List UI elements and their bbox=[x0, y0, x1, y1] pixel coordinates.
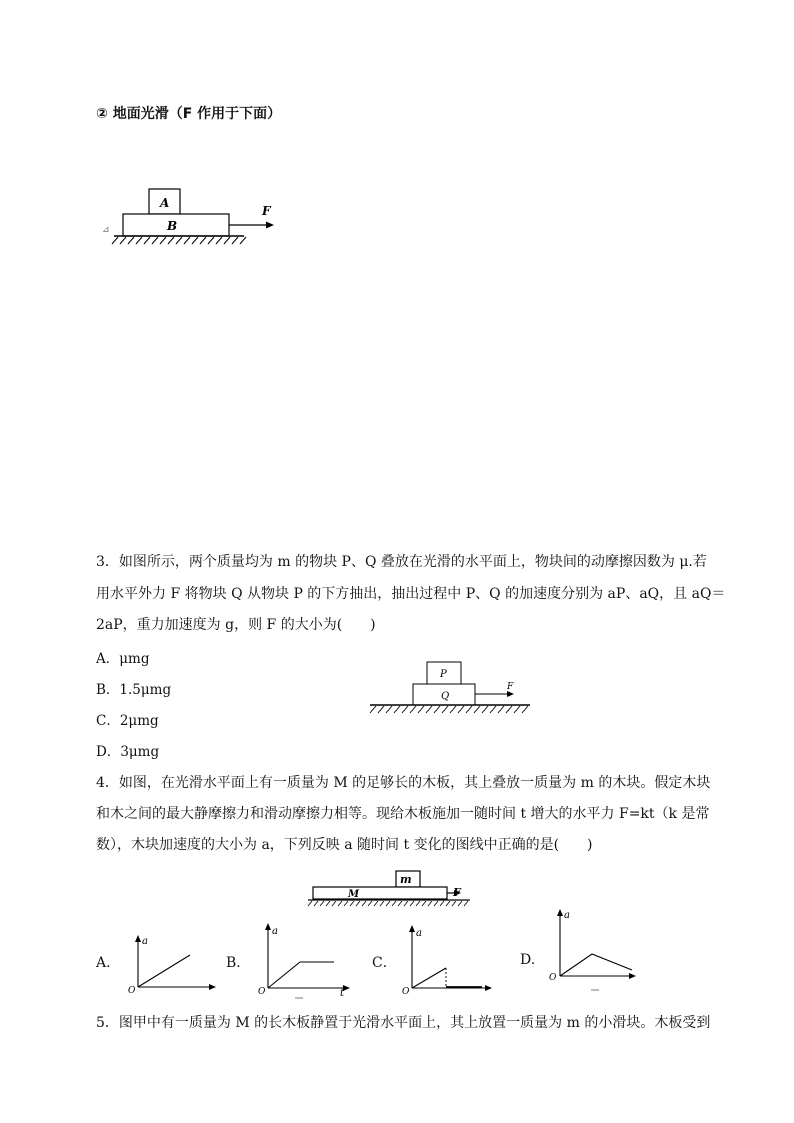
stray-mark: ⊿ bbox=[102, 225, 110, 235]
graph-option-d bbox=[544, 904, 640, 994]
q4-option-d-label: D. bbox=[520, 952, 536, 968]
y-axis-arrow bbox=[135, 935, 141, 942]
force-label: F bbox=[262, 204, 271, 218]
q3-line-2: 用水平外力 F 将物块 Q 从物块 P 的下方抽出，抽出过程中 P、Q 的加速度分别为 aP、aQ，且 aQ＝ bbox=[96, 586, 726, 602]
q4-line-3: 数），木块加速度的大小为 a，下列反映 a 随时间 t 变化的图线中正确的是( ) bbox=[96, 837, 593, 853]
figure-a-on-b bbox=[96, 180, 296, 250]
q4-option-b-label: B． bbox=[226, 955, 251, 971]
ground-hatch bbox=[112, 237, 246, 244]
origin-label: O bbox=[258, 987, 266, 997]
origin-label: O bbox=[549, 973, 557, 983]
y-axis-arrow bbox=[409, 925, 415, 932]
q3-option-b: B．1.5μmg bbox=[96, 682, 172, 698]
board-label: M bbox=[348, 889, 360, 900]
y-axis-label: a bbox=[272, 926, 278, 937]
x-axis-arrow bbox=[629, 973, 636, 979]
block-p-label: P bbox=[440, 669, 447, 680]
graph-option-c bbox=[400, 922, 498, 998]
q5-line-1: 5．图甲中有一质量为 M 的长木板静置于光滑水平面上，其上放置一质量为 m 的小滑块。木板受到 bbox=[96, 1015, 711, 1031]
block-b-label: B bbox=[167, 219, 178, 233]
x-axis-arrow bbox=[485, 985, 492, 991]
ground-hatch bbox=[308, 901, 468, 906]
q4-option-c-label: C． bbox=[372, 955, 397, 971]
ground-hatch bbox=[370, 706, 528, 713]
force-label: F bbox=[507, 682, 514, 692]
x-axis-arrow bbox=[343, 985, 350, 991]
y-axis-label: a bbox=[416, 928, 422, 939]
q3-option-a: A．μmg bbox=[96, 651, 150, 667]
q4-line-1: 4．如图，在光滑水平面上有一质量为 M 的足够长的木板，其上叠放一质量为 m 的木块。假定木块 bbox=[96, 775, 711, 791]
force-arrow-head bbox=[266, 222, 274, 229]
graph-option-a bbox=[124, 930, 220, 1000]
origin-label: O bbox=[402, 987, 410, 997]
y-axis-arrow bbox=[265, 923, 271, 930]
graph-option-b bbox=[256, 920, 358, 1002]
graph-rising bbox=[268, 962, 300, 988]
x-axis-label: t bbox=[340, 988, 345, 999]
y-axis-label: a bbox=[142, 936, 148, 947]
q4-line-2: 和木之间的最大静摩擦力和滑动摩擦力相等。现给木板施加一随时间 t 增大的水平力 F=kt（k 是常 bbox=[96, 806, 710, 822]
section-heading: ② 地面光滑（F 作用于下面） bbox=[96, 106, 282, 122]
q3-line-3: 2aP，重力加速度为 g，则 F 的大小为( ) bbox=[96, 617, 376, 633]
block-a-label: A bbox=[160, 196, 170, 210]
block-m-label: m bbox=[400, 873, 412, 886]
q3-line-1: 3．如图所示，两个质量均为 m 的物块 P、Q 叠放在光滑的水平面上，物块间的动摩擦因数为 μ.若 bbox=[96, 554, 707, 570]
q3-option-d: D．3μmg bbox=[96, 744, 160, 760]
q4-option-a-label: A． bbox=[96, 955, 121, 971]
origin-label: O bbox=[128, 986, 136, 996]
graph-line bbox=[138, 955, 190, 987]
x-axis-arrow bbox=[209, 984, 216, 990]
graph-line bbox=[560, 954, 632, 976]
y-axis-label: a bbox=[564, 910, 570, 921]
force-label: F bbox=[453, 886, 461, 899]
y-axis-arrow bbox=[557, 909, 563, 916]
board-m bbox=[313, 887, 447, 899]
graph-rising bbox=[412, 968, 446, 988]
figure-m-on-board bbox=[306, 868, 478, 912]
q3-option-c: C．2μmg bbox=[96, 713, 159, 729]
figure-p-on-q bbox=[366, 658, 536, 718]
block-q-label: Q bbox=[441, 691, 450, 702]
